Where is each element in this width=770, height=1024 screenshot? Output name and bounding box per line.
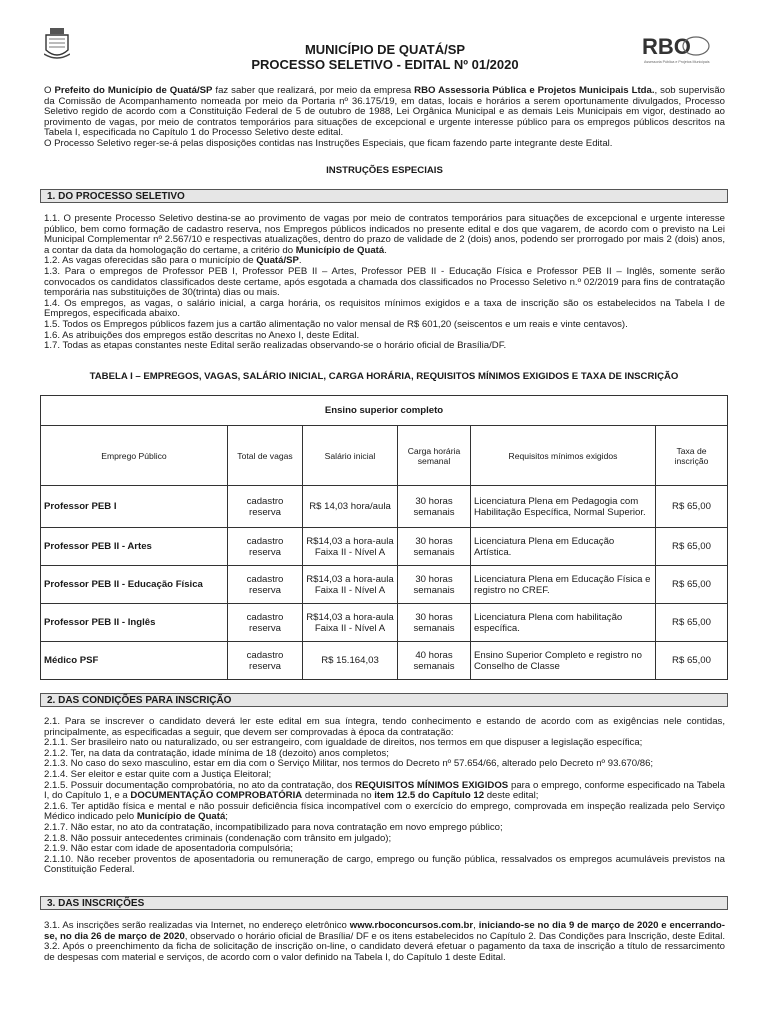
section-2-body [44, 717, 725, 876]
instructions-heading: INSTRUÇÕES ESPECIAIS [326, 165, 443, 176]
job-cell: Professor PEB II - Inglês [41, 604, 228, 642]
clause-2-1-2: 2.1.2. Ter, na data da contratação, idade mínima de 18 (dezoito) anos completos; [44, 747, 389, 759]
clause-2-1-10: 2.1.10. Não receber proventos de aposentadoria ou remuneração de cargo, emprego ou função pública, ressalvados os empregos acumuláveis previstos na Constituição Federal. [44, 853, 725, 876]
column-header: Carga horária semanal [398, 426, 471, 486]
document-header [0, 26, 770, 72]
section-3-body [44, 921, 725, 963]
website-link: www.rboconcursos.com.br [349, 920, 474, 931]
intro-block [44, 86, 725, 150]
intro-paragraph: O Prefeito do Município de Quatá/SP faz saber que realizará, por meio da empresa RBO Assessoria Pública e Projetos Municipais Ltda., sob supervisão da Comissão de Acompanhamento nomeada por meio da Portaria nº 36.175/19, em datas, locais e horários a serem oportunamente divulgados, Processo Seletivo regido de acordo com a Constituição Federal de 5 de outubro de 1988, Lei Orgânica Municipal e as demais Leis Municipais em vigor, destinado ao provimento de vagas, por meio de contratos temporários para situações de excepcional e urgente interesse público para os empregos públicos descritos na Tabela I, especificada no Capítulo 1 do Processo Seletivo deste edital. [44, 85, 725, 139]
table-row [41, 604, 728, 642]
fee-cell: R$ 65,00 [656, 642, 728, 680]
salary-cell: R$ 15.164,03 [303, 642, 398, 680]
vagas-cell: cadastro reserva [228, 642, 303, 680]
rbo-logo-subtext: Assessoria Pública e Projetos Municipais [644, 60, 710, 64]
intro-paragraph-2: O Processo Seletivo reger-se-á pelas disposições contidas nas Instruções Especiais, que ficam fazendo parte integrante deste Edital. [44, 137, 613, 149]
clause-2-1-8: 2.1.8. Não possuir antecedentes criminais (condenação com trânsito em julgado); [44, 832, 392, 844]
clause-3-2: 3.2. Após o preenchimento da ficha de solicitação de inscrição on-line, o candidato deverá efetuar o pagamento da taxa de inscrição a título de ressarcimento de despesas com material e serviços, de acordo com o valor definido na Tabela I, do Capítulo 1 deste Edital. [44, 941, 725, 963]
rbo-logo-icon [640, 30, 712, 66]
vagas-cell: cadastro reserva [228, 566, 303, 604]
document-subtitle: PROCESSO SELETIVO - EDITAL Nº 01/2020 [251, 57, 519, 72]
clause-3-1: 3.1. As inscrições serão realizadas via Internet, no endereço eletrônico www.rboconcursos.com.br, iniciando-se no dia 9 de março de 2020 e encerrando-se, no dia 26 de março de 2020, observado o horário oficial de Brasília/ DF e os itens estabelecidos no Capítulo 2. Das Condições para Inscrição, deste Edital. [44, 920, 725, 942]
clause-2-1-4: 2.1.4. Ser eleitor e estar quite com a Justiça Eleitoral; [44, 768, 272, 780]
clause-2-1-6: 2.1.6. Ter aptidão física e mental e não possuir deficiência física incompatível com o exercício do emprego, comprovada em inspeção realizada pelo Serviço Médico indicado pelo Município de Quatá; [44, 800, 725, 823]
job-cell: Médico PSF [41, 642, 228, 680]
clause-2-1-3: 2.1.3. No caso do sexo masculino, estar em dia com o Serviço Militar, nos termos do Decreto nº 57.654/66, alterado pelo Decreto nº 93.670/86; [44, 758, 654, 770]
salary-cell: R$14,03 a hora-aula Faixa II - Nível A [303, 566, 398, 604]
hours-cell: 30 horas semanais [398, 486, 471, 528]
clause-1-6: 1.6. As atribuições dos empregos estão descritas no Anexo I, deste Edital. [44, 329, 360, 341]
vagas-cell: cadastro reserva [228, 604, 303, 642]
column-header: Taxa de inscrição [656, 426, 728, 486]
table-row [41, 528, 728, 566]
salary-cell: R$ 14,03 hora/aula [303, 486, 398, 528]
column-header: Salário inicial [303, 426, 398, 486]
table-header-row [41, 426, 728, 486]
requirements-cell: Ensino Superior Completo e registro no Conselho de Classe [471, 642, 656, 680]
document-title: MUNICÍPIO DE QUATÁ/SP [304, 42, 466, 57]
clause-1-7: 1.7. Todas as etapas constantes neste Edital serão realizadas observando-se o horário oficial de Brasília/DF. [44, 340, 507, 352]
column-header: Total de vagas [228, 426, 303, 486]
job-cell: Professor PEB I [41, 486, 228, 528]
clause-2-1-1: 2.1.1. Ser brasileiro nato ou naturalizado, ou ser estrangeiro, com igualdade de direitos, nos termos em que dispuser a legislação específica; [44, 737, 643, 749]
clause-2-1-7: 2.1.7. Não estar, no ato da contratação, incompatibilizado para nova contratação em novo emprego público; [44, 821, 503, 833]
section-heading-1: 1. DO PROCESSO SELETIVO [40, 189, 728, 203]
fee-cell: R$ 65,00 [656, 604, 728, 642]
vagas-cell: cadastro reserva [228, 486, 303, 528]
hours-cell: 30 horas semanais [398, 528, 471, 566]
section-heading-2: 2. DAS CONDIÇÕES PARA INSCRIÇÃO [40, 693, 728, 707]
salary-cell: R$14,03 a hora-aula Faixa II - Nível A [303, 604, 398, 642]
job-cell: Professor PEB II - Artes [41, 528, 228, 566]
clause-1-3: 1.3. Para o empregos de Professor PEB I, Professor PEB II – Artes, Professor PEB II - Educação Física e Professor PEB II – Inglês, somente serão convocados os candidatos classificados deste certame, após esgotada a chamada dos classificados no Processo Seletivo n.º 02/2019 para fins de contratação temporária nas substituições de 30(trinta) dias ou mais. [44, 265, 725, 299]
vagas-cell: cadastro reserva [228, 528, 303, 566]
rbo-logo-text: RBO [642, 34, 691, 59]
clause-2-1: 2.1. Para se inscrever o candidato deverá ler este edital em sua íntegra, tendo conhecimento e estando de acordo com as exigências nele contidas, principalmente, as especificadas a seguir, que devem ser comprovadas à época da contratação: [44, 716, 725, 738]
requirements-cell: Licenciatura Plena em Pedagogia com Habilitação Específica, Normal Superior. [471, 486, 656, 528]
requirements-cell: Licenciatura Plena em Educação Artística. [471, 528, 656, 566]
job-cell: Professor PEB II - Educação Física [41, 566, 228, 604]
section-1-body [44, 214, 725, 352]
clause-2-1-5: 2.1.5. Possuir documentação comprobatória, no ato da contratação, dos REQUISITOS MÍNIMOS EXIGIDOS para o emprego, conforme especificado na Tabela I, do Capítulo 1, e a DOCUMENTAÇÃO COMPROBATÓRIA determinada no item 12.5 do Capítulo 12 deste edital; [44, 779, 725, 802]
fee-cell: R$ 65,00 [656, 486, 728, 528]
table-caption: TABELA I – EMPREGOS, VAGAS, SALÁRIO INICIAL, CARGA HORÁRIA, REQUISITOS MÍNIMOS EXIGIDOS E TAXA DE INSCRIÇÃO [89, 371, 679, 382]
jobs-table [40, 395, 728, 680]
section-heading-3: 3. DAS INSCRIÇÕES [40, 896, 728, 910]
clause-1-5: 1.5. Todos os Empregos públicos fazem jus a cartão alimentação no valor mensal de R$ 601,20 (seiscentos e um reais e vinte centavos). [44, 318, 628, 330]
clause-1-4: 1.4. Os empregos, as vagas, o salário inicial, a carga horária, os requisitos mínimos exigidos e a taxa de inscrição são os estabelecidos na Tabela I de Empregos, especificada abaixo. [44, 297, 725, 320]
table-row [41, 486, 728, 528]
fee-cell: R$ 65,00 [656, 528, 728, 566]
hours-cell: 30 horas semanais [398, 604, 471, 642]
hours-cell: 30 horas semanais [398, 566, 471, 604]
salary-cell: R$14,03 a hora-aula Faixa II - Nível A [303, 528, 398, 566]
table-row [41, 642, 728, 680]
column-header: Requisitos mínimos exigidos [471, 426, 656, 486]
fee-cell: R$ 65,00 [656, 566, 728, 604]
requirements-cell: Licenciatura Plena em Educação Física e registro no CREF. [471, 566, 656, 604]
column-header: Emprego Público [41, 426, 228, 486]
clause-1-1: 1.1. O presente Processo Seletivo destina-se ao provimento de vagas por meio de contratos temporários para situações de excepcional e urgente interesse público, bem como formação de cadastro reserva, nos Empregos públicos indicados no presente edital e dos que vagarem, de acordo com o previsto na Lei Municipal Complementar nº 2.567/10 e respectivas atualizações, dentro do prazo de validade de 2 (dois) anos, podendo ser prorrogado por mais 2 (dois) anos, a contar da data da homologação do certame, a critério do Município de Quatá. [44, 213, 725, 256]
clause-1-2: 1.2. As vagas oferecidas são para o município de Quatá/SP. [44, 255, 302, 267]
clause-2-1-9: 2.1.9. Não estar com idade de aposentadoria compulsória; [44, 843, 294, 855]
hours-cell: 40 horas semanais [398, 642, 471, 680]
requirements-cell: Licenciatura Plena com habilitação específica. [471, 604, 656, 642]
table-group-header: Ensino superior completo [41, 396, 728, 426]
table-row [41, 566, 728, 604]
